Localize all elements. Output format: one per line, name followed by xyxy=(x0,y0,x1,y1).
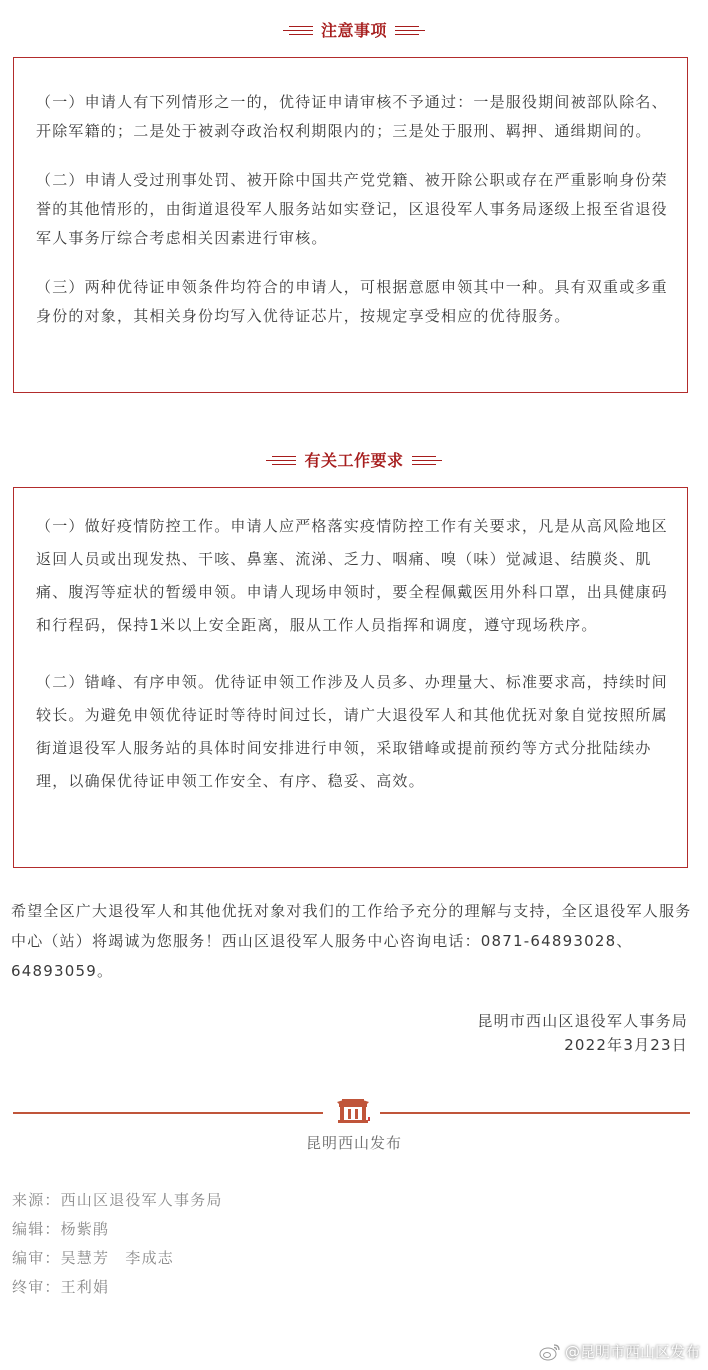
notice-paragraph: （三）两种优待证申领条件均符合的申请人，可根据意愿申领其中一种。具有双重或多重身份的对象，其相关身份均写入优待证芯片，按规定享受相应的优待服务。 xyxy=(36,278,668,325)
footer-brand-name: 昆明西山发布 xyxy=(305,1134,402,1152)
archway-gate-icon xyxy=(334,1095,372,1125)
title-decoration-right-icon xyxy=(412,455,442,464)
requirements-paragraph: （二）错峰、有序申领。优待证申领工作涉及人员多、办理量大、标准要求高，持续时间较长。为避免申领优待证时等待时间过长，请广大退役军人和其他优抚对象自觉按照所属街道退役军人服务站的具体时间安排进行申领，采取错峰或提前预约等方式分批陆续办理，以确保优待证申领工作安全、有序、稳妥、高效。 xyxy=(36,673,668,790)
signature-date: 2022年3月23日 xyxy=(564,1036,688,1054)
section-title: 有关工作要求 xyxy=(304,450,404,470)
notice-paragraph: （二）申请人受过刑事处罚、被开除中国共产党党籍、被开除公职或存在严重影响身份荣誉的其他情形的，由街道退役军人服务站如实登记，区退役军人事务局逐级上报至省退役军人事务厅综合考虑相关因素进行审核。 xyxy=(36,171,668,247)
credit-source: 来源：西山区退役军人事务局 xyxy=(12,1191,223,1209)
title-decoration-left-icon xyxy=(283,25,313,34)
weibo-icon xyxy=(539,1343,561,1361)
weibo-watermark xyxy=(539,1341,700,1362)
credit-editor: 编辑：杨紫鹃 xyxy=(12,1220,110,1238)
credit-final-reviewer: 终审：王利娟 xyxy=(12,1278,110,1296)
footer-divider-left xyxy=(13,1112,323,1114)
requirements-paragraph: （一）做好疫情防控工作。申请人应严格落实疫情防控工作有关要求，凡是从高风险地区返回人员或出现发热、干咳、鼻塞、流涕、乏力、咽痛、嗅（味）觉减退、结膜炎、肌痛、腹泻等症状的暂缓申领。申请人现场申领时，要全程佩戴医用外科口罩，出具健康码和行程码，保持1米以上安全距离，服从工作人员指挥和调度，遵守现场秩序。 xyxy=(36,517,668,634)
title-decoration-left-icon xyxy=(266,455,296,464)
closing-paragraph: 希望全区广大退役军人和其他优抚对象对我们的工作给予充分的理解与支持，全区退役军人服务中心（站）将竭诚为您服务！西山区退役军人服务中心咨询电话：0871-64893028、64893059。 xyxy=(11,902,692,980)
section-title: 注意事项 xyxy=(320,20,387,40)
watermark-text: @昆明市西山区发布 xyxy=(564,1343,700,1361)
credit-reviewer: 编审：吴慧芳 李成志 xyxy=(12,1249,175,1267)
footer-divider-right xyxy=(380,1112,690,1114)
section-header-notice xyxy=(0,14,708,44)
credits-list xyxy=(12,1186,223,1302)
signature-organization: 昆明市西山区退役军人事务局 xyxy=(477,1012,688,1030)
notice-paragraph: （一）申请人有下列情形之一的，优待证申请审核不予通过：一是服役期间被部队除名、开除军籍的；二是处于被剥夺政治权利期限内的；三是处于服刑、羁押、通缉期间的。 xyxy=(36,93,668,140)
title-decoration-right-icon xyxy=(395,25,425,34)
requirements-box xyxy=(13,487,688,868)
notice-box xyxy=(13,57,688,393)
section-header-requirements xyxy=(0,444,708,474)
